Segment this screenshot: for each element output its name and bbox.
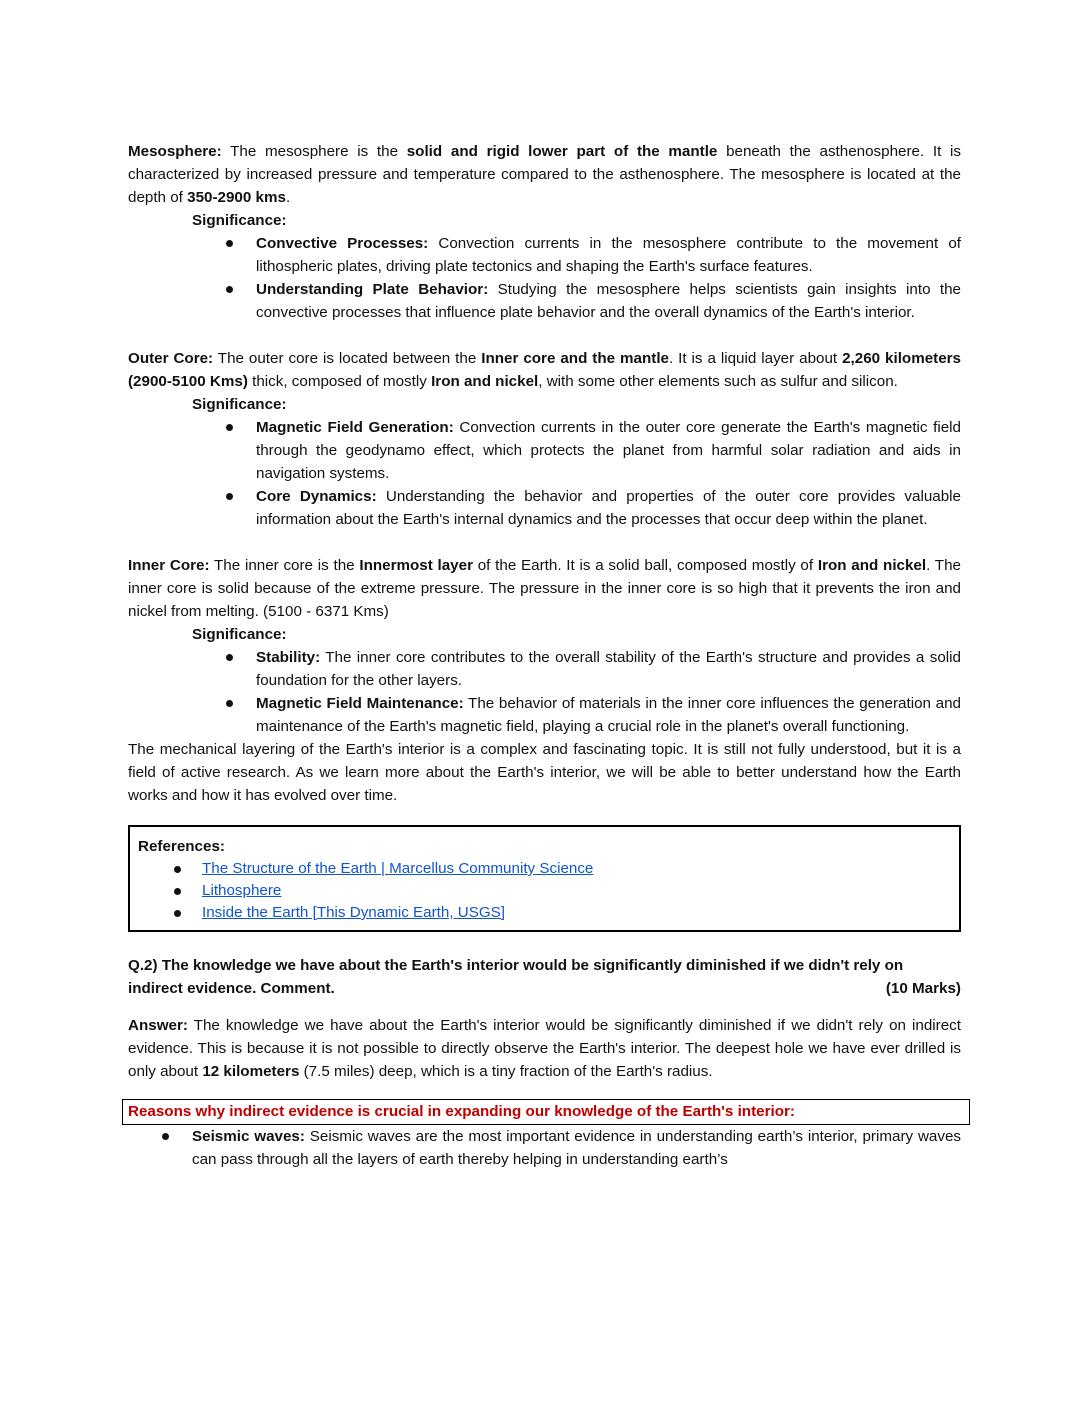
bullet-title: Core Dynamics: [256, 488, 377, 505]
outer-core-significance-list [128, 416, 961, 531]
mesosphere-term: Mesosphere: [128, 143, 222, 160]
bold-text: solid and rigid lower part of the mantle [406, 143, 718, 160]
significance-label: Significance: [192, 626, 287, 643]
bullet-text: Convection currents in the outer core generate the Earth's magnetic field through the geodynamo effect, which protects the planet from harmful solar radiation and aids in navigation systems. [256, 419, 962, 482]
bold-text: 12 kilometers [202, 1063, 300, 1080]
bullet-title: Magnetic Field Maintenance: [256, 695, 464, 712]
reference-link-structure-of-earth[interactable]: The Structure of the Earth | Marcellus Community Science [202, 860, 594, 877]
outer-core-paragraph [128, 347, 961, 393]
list-item [192, 1125, 961, 1171]
reasons-list [128, 1125, 961, 1171]
reference-link-lithosphere[interactable]: Lithosphere [202, 882, 282, 899]
text: The mesosphere is the [221, 143, 407, 160]
text: . [285, 189, 291, 206]
reference-item [202, 858, 951, 880]
question-line-1: Q.2) The knowledge we have about the Earth's interior would be significantly diminished if we didn't rely on [128, 957, 904, 974]
inner-core-significance-list [128, 646, 961, 738]
reasons-heading: Reasons why indirect evidence is crucial in expanding our knowledge of the Earth's interior: [122, 1099, 970, 1125]
list-item [256, 278, 961, 324]
bold-text: 2,260 kilometers (2900-5100 Kms) [128, 350, 962, 390]
inner-core-paragraph [128, 554, 961, 623]
bold-text: 350-2900 kms [187, 189, 286, 206]
list-item [256, 692, 961, 738]
bullet-title: Magnetic Field Generation: [256, 419, 454, 436]
bullet-title: Stability: [256, 649, 321, 666]
answer-paragraph [128, 1014, 961, 1083]
text: . The inner core is solid because of the extreme pressure. The pressure in the inner core is so high that it prevents the iron and nickel from melting. (5100 - 6371 Kms) [128, 557, 961, 620]
references-list [138, 858, 951, 924]
mesosphere-significance-list [128, 232, 961, 324]
bold-text: Innermost layer [359, 557, 473, 574]
question-marks: (10 Marks) [885, 980, 961, 997]
bold-text: Iron and nickel [431, 373, 539, 390]
question-heading [128, 954, 961, 1000]
question-line-2-row [128, 977, 961, 1000]
list-item [256, 232, 961, 278]
reference-item [202, 902, 951, 924]
answer-label: Answer: [128, 1017, 188, 1034]
bullet-text: Studying the mesosphere helps scientists gain insights into the convective processes that influence plate behavior and the overall dynamics of the Earth's interior. [256, 281, 961, 321]
reference-link-inside-the-earth[interactable]: Inside the Earth [This Dynamic Earth, USGS] [202, 904, 506, 921]
significance-label: Significance: [192, 396, 287, 413]
text: , with some other elements such as sulfur and silicon. [538, 373, 898, 390]
bullet-text: The inner core contributes to the overall stability of the Earth's structure and provides a solid foundation for the other layers. [256, 649, 961, 689]
text: The outer core is located between the [213, 350, 482, 367]
list-item [256, 485, 961, 531]
text: of the Earth. It is a solid ball, composed mostly of [472, 557, 818, 574]
bullet-text: Understanding the behavior and properties of the outer core provides valuable information about the Earth's internal dynamics and the processes that occur deep within the planet. [256, 488, 961, 528]
text: beneath the asthenosphere. It is characterized by increased pressure and temperature compared to the asthenosphere. The mesosphere is located at the depth of [128, 143, 961, 206]
text: (7.5 miles) deep, which is a tiny fraction of the Earth's radius. [299, 1063, 713, 1080]
inner-core-section [128, 554, 961, 807]
significance-label: Significance: [192, 212, 287, 229]
outer-core-section [128, 347, 961, 531]
mesosphere-paragraph [128, 140, 961, 209]
bold-text: Iron and nickel [817, 557, 927, 574]
references-box [128, 825, 961, 932]
text: thick, composed of mostly [247, 373, 432, 390]
bold-text: Inner core and the mantle [481, 350, 669, 367]
reference-item [202, 880, 951, 902]
outer-core-term: Outer Core: [128, 350, 214, 367]
inner-core-term: Inner Core: [128, 557, 210, 574]
bullet-title: Understanding Plate Behavior: [256, 281, 489, 298]
mesosphere-section [128, 140, 961, 324]
list-item [256, 416, 961, 485]
question-line-2: indirect evidence. Comment. [128, 980, 335, 997]
bullet-text: Seismic waves are the most important evidence in understanding earth’s interior, primary waves can pass through all the layers of earth thereby helping in understanding earth’s [192, 1128, 961, 1168]
conclusion-paragraph: The mechanical layering of the Earth's interior is a complex and fascinating topic. It is still not fully understood, but it is a field of active research. As we learn more about the Earth's interior, we will be able to better understand how the Earth works and how it has evolved over time. [128, 741, 961, 804]
list-item [256, 646, 961, 692]
document-page [128, 140, 961, 1171]
bullet-title: Seismic waves: [192, 1128, 305, 1145]
text: . It is a liquid layer about [668, 350, 843, 367]
text: The inner core is the [209, 557, 360, 574]
references-title: References: [138, 838, 225, 855]
text: The knowledge we have about the Earth's interior would be significantly diminished if we didn't rely on indirect evidence. This is because it is not possible to directly observe the Earth's interior. The deepest hole we have ever drilled is only about [128, 1017, 961, 1080]
bullet-title: Convective Processes: [256, 235, 429, 252]
bullet-text: Convection currents in the mesosphere contribute to the movement of lithospheric plates, driving plate tectonics and shaping the Earth's surface features. [256, 235, 962, 275]
bullet-text: The behavior of materials in the inner core influences the generation and maintenance of the Earth's magnetic field, playing a crucial role in the planet's overall functioning. [256, 695, 961, 735]
